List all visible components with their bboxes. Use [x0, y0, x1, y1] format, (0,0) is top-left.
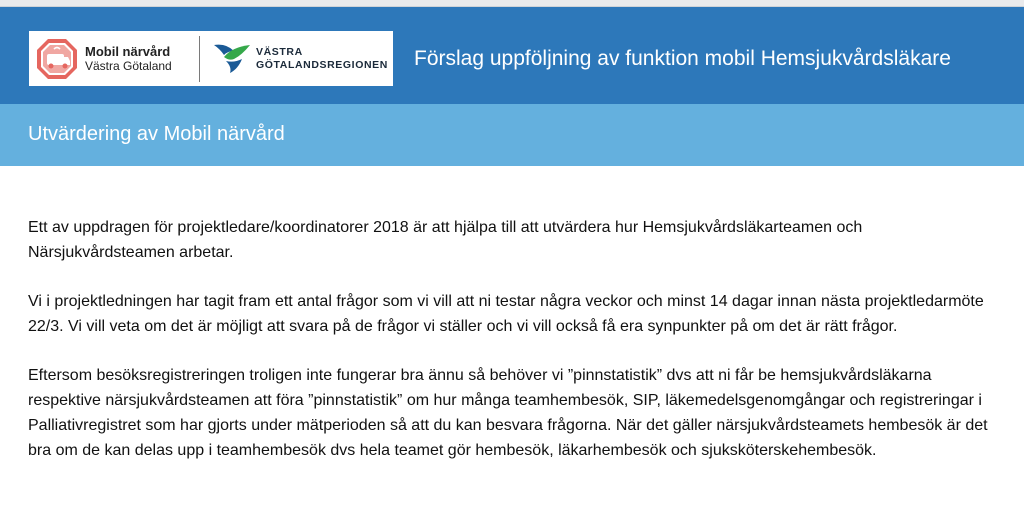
main-content [0, 166, 1024, 463]
vgr-logo-line1: VÄSTRA [256, 45, 303, 58]
vgr-logo-line2: GÖTALANDSREGIONEN [256, 58, 388, 71]
section-banner [0, 104, 1024, 166]
section-title: Utvärdering av Mobil närvård [28, 123, 285, 145]
body-paragraph: Vi i projektledningen har tagit fram ett antal frågor som vi vill att ni testar några veckor och minst 14 dagar innan nästa projektledarmöte 22/3. Vi vill veta om det är möjligt att svara på de frågor vi ställer och vi vill också få era synpunkter på om det är rätt frågor. [28, 293, 984, 335]
mn-logo-subtitle: Västra Götaland [85, 58, 172, 73]
vgr-bird-icon [212, 41, 252, 77]
mn-logo-title: Mobil närvård [85, 43, 171, 59]
mobil-narvard-logo[interactable] [29, 37, 199, 81]
body-paragraph: Ett av uppdragen för projektledare/koordinatorer 2018 är att hjälpa till att utvärdera hur Hemsjukvårdsläkarteamen och Närsjukvårdsteamen arbetar. [28, 219, 863, 261]
browser-top-strip [0, 0, 1024, 7]
logo-divider [199, 36, 200, 82]
logo-box [29, 31, 393, 86]
body-paragraph: Eftersom besöksregistreringen troligen inte fungerar bra ännu så behöver vi ”pinnstatistik” dvs att ni får be hemsjukvårdsläkarna respektive närsjukvårdsteamen att föra ”pinnstatistik” om hur många teamhembesök, SIP, läkemedelsgenomgångar och registreringar i Palliativregistret som har gjorts under mätperioden så att du kan besvara frågorna. När det gäller närsjukvårdsteamets hembesök är det bra om de kan delas upp i teamhembesök dvs hela teamet gör hembesök, läkarhembesök och sjuksköterskehembesök. [28, 367, 988, 459]
page-title: Förslag uppföljning av funktion mobil Hemsjukvårdsläkare [414, 47, 951, 70]
header-banner [0, 7, 1024, 104]
ambulance-octagon-icon [35, 37, 79, 81]
vastra-gotalandsregionen-logo[interactable] [212, 41, 388, 77]
